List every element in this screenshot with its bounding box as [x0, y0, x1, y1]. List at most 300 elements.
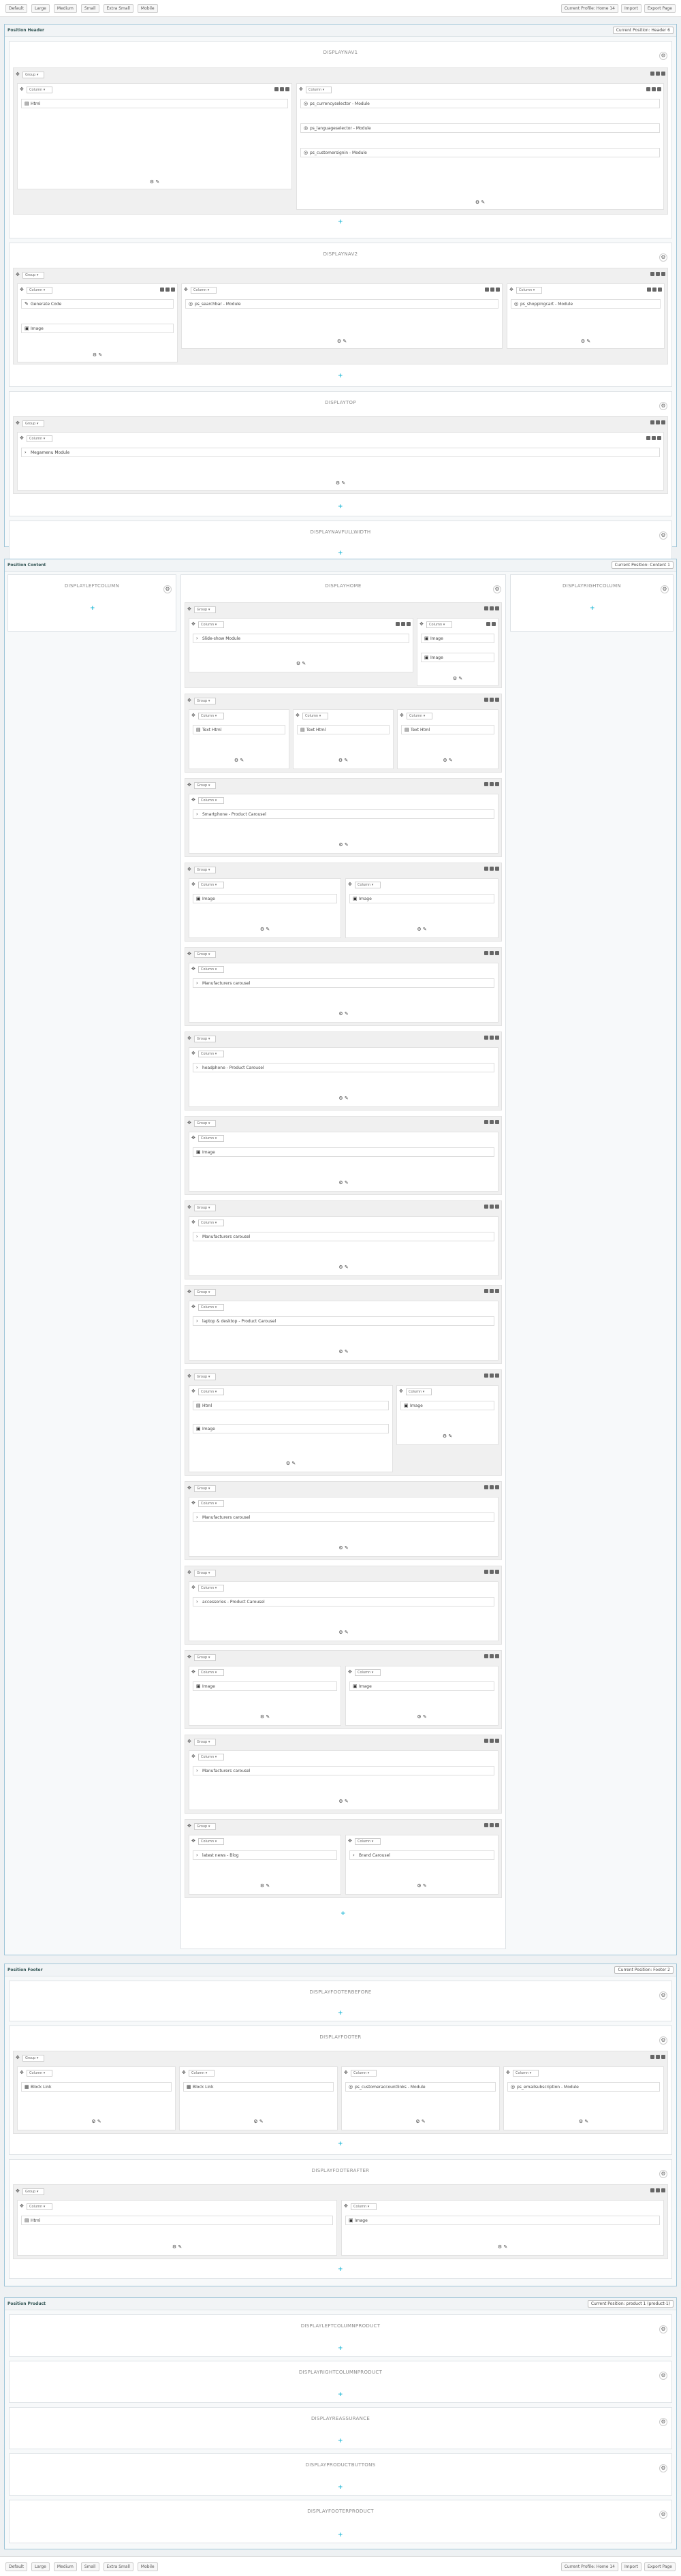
device-default-button[interactable]: Default — [5, 2562, 27, 2571]
move-icon[interactable]: ✥ — [16, 420, 20, 426]
profile-button[interactable]: Current Profile: Home 14 — [561, 2562, 618, 2571]
move-icon[interactable]: ✥ — [191, 1388, 195, 1394]
edit-icon[interactable] — [490, 288, 494, 292]
module-item[interactable]: ▣ Image — [193, 1147, 494, 1157]
move-icon[interactable]: ✥ — [348, 882, 352, 887]
plus-icon[interactable] — [650, 2188, 654, 2192]
edit-icon[interactable] — [656, 272, 660, 276]
gear-icon[interactable] — [495, 1485, 499, 1489]
module-item[interactable]: › Manufacturers carousel — [193, 978, 494, 988]
gear-icon[interactable] — [495, 782, 499, 786]
move-icon[interactable]: ✥ — [348, 1838, 352, 1844]
move-icon[interactable]: ✥ — [182, 2070, 186, 2075]
module-item[interactable]: ▣ Image — [193, 1424, 389, 1433]
move-icon[interactable]: ✥ — [348, 1669, 352, 1675]
move-icon[interactable]: ✥ — [20, 2203, 24, 2209]
move-icon[interactable]: ✥ — [187, 782, 191, 788]
move-icon[interactable]: ✥ — [187, 1739, 191, 1744]
column-footer-tools[interactable]: ⚙ ✎ — [338, 1096, 349, 1101]
edit-icon[interactable] — [490, 1289, 494, 1293]
gear-icon[interactable] — [495, 951, 499, 955]
edit-icon[interactable] — [490, 1374, 494, 1378]
module-item[interactable]: ◎ ps_customeraccountlinks - Module — [345, 2082, 496, 2092]
column-dropdown[interactable]: Column ▾ — [426, 621, 452, 628]
gear-icon[interactable]: ⚙ — [659, 2170, 667, 2178]
column-dropdown[interactable]: Column ▾ — [198, 713, 224, 719]
column-footer-tools[interactable]: ⚙ ✎ — [149, 179, 160, 185]
column-footer-tools[interactable]: ⚙ ✎ — [338, 1630, 349, 1635]
group-dropdown[interactable]: Group ▾ — [194, 782, 216, 789]
module-item[interactable]: ▤ Html — [193, 1401, 389, 1410]
gear-icon[interactable] — [496, 288, 500, 292]
column-footer-tools[interactable]: ⚙ ✎ — [580, 339, 591, 344]
column-footer-tools[interactable]: ⚙ ✎ — [259, 927, 270, 932]
plus-icon[interactable] — [646, 87, 650, 91]
column-footer-tools[interactable]: ⚙ ✎ — [417, 1714, 427, 1720]
column-dropdown[interactable]: Column ▾ — [355, 882, 381, 888]
column-dropdown[interactable]: Column ▾ — [198, 1220, 224, 1226]
plus-icon[interactable] — [484, 1485, 488, 1489]
column-dropdown[interactable]: Column ▾ — [198, 1754, 224, 1760]
column-dropdown[interactable]: Column ▾ — [351, 2070, 377, 2077]
gear-icon[interactable] — [495, 606, 499, 610]
move-icon[interactable]: ✥ — [191, 1669, 195, 1675]
add-group-icon[interactable]: + — [338, 2532, 343, 2539]
plus-icon[interactable] — [484, 698, 488, 702]
move-icon[interactable]: ✥ — [187, 1205, 191, 1210]
gear-icon[interactable]: ⚙ — [659, 2511, 667, 2519]
plus-icon[interactable] — [485, 288, 489, 292]
move-icon[interactable]: ✥ — [187, 1570, 191, 1575]
column-dropdown[interactable]: Column ▾ — [27, 2203, 52, 2210]
gear-icon[interactable] — [661, 72, 665, 76]
gear-icon[interactable] — [171, 288, 175, 292]
edit-icon[interactable] — [490, 606, 494, 610]
column-footer-tools[interactable]: ⚙ ✎ — [335, 480, 346, 486]
column-footer-tools[interactable]: ⚙ ✎ — [338, 1799, 349, 1804]
group-dropdown[interactable]: Group ▾ — [194, 1823, 216, 1830]
edit-icon[interactable] — [165, 288, 170, 292]
group-dropdown[interactable]: Group ▾ — [194, 1485, 216, 1492]
gear-icon[interactable] — [495, 1570, 499, 1574]
add-group-icon[interactable]: + — [338, 2266, 343, 2273]
add-group-icon[interactable]: + — [338, 2141, 343, 2147]
move-icon[interactable]: ✥ — [184, 287, 188, 292]
column-dropdown[interactable]: Column ▾ — [302, 713, 328, 719]
move-icon[interactable]: ✥ — [399, 1388, 403, 1394]
module-item[interactable]: › Manufacturers carousel — [193, 1766, 494, 1775]
gear-icon[interactable] — [495, 1374, 499, 1378]
move-icon[interactable]: ✥ — [20, 435, 24, 441]
column-footer-tools[interactable]: ⚙ ✎ — [442, 1433, 453, 1439]
gear-icon[interactable] — [495, 1823, 499, 1827]
column-dropdown[interactable]: Column ▾ — [198, 882, 224, 888]
move-icon[interactable]: ✥ — [506, 2070, 510, 2075]
plus-icon[interactable] — [647, 288, 651, 292]
column-footer-tools[interactable]: ⚙ ✎ — [338, 1349, 349, 1354]
plus-icon[interactable] — [484, 951, 488, 955]
module-item[interactable]: ▣ Image — [193, 1681, 337, 1691]
move-icon[interactable]: ✥ — [16, 2055, 20, 2060]
device-extra-small-button[interactable]: Extra Small — [104, 4, 133, 13]
move-icon[interactable]: ✥ — [16, 2188, 20, 2194]
group-dropdown[interactable]: Group ▾ — [194, 1289, 216, 1296]
gear-icon[interactable]: ⚙ — [659, 402, 667, 410]
edit-icon[interactable] — [492, 622, 496, 626]
add-group-icon[interactable]: + — [590, 605, 595, 612]
edit-icon[interactable] — [656, 72, 660, 76]
move-icon[interactable]: ✥ — [296, 713, 300, 718]
column-dropdown[interactable]: Column ▾ — [198, 797, 224, 804]
module-item[interactable]: ▣ Image — [193, 894, 337, 903]
edit-icon[interactable] — [656, 2188, 660, 2192]
edit-icon[interactable] — [490, 1823, 494, 1827]
group-dropdown[interactable]: Group ▾ — [194, 1739, 216, 1745]
module-item[interactable]: › latest news - Blog — [193, 1850, 337, 1860]
gear-icon[interactable] — [495, 1120, 499, 1124]
module-item[interactable]: ▣ Image — [421, 653, 494, 662]
move-icon[interactable]: ✥ — [191, 797, 195, 803]
device-small-button[interactable]: Small — [81, 4, 99, 13]
group-dropdown[interactable]: Group ▾ — [22, 272, 44, 279]
module-item[interactable]: › Brand Carousel — [349, 1850, 494, 1860]
gear-icon[interactable]: ⚙ — [659, 253, 667, 262]
column-dropdown[interactable]: Column ▾ — [27, 2070, 52, 2077]
add-group-icon[interactable]: + — [338, 219, 343, 226]
move-icon[interactable]: ✥ — [299, 87, 303, 92]
column-footer-tools[interactable]: ⚙ ✎ — [417, 1883, 427, 1889]
module-item[interactable]: ✎ Generate Code — [21, 299, 174, 309]
column-footer-tools[interactable]: ⚙ ✎ — [338, 758, 349, 763]
group-dropdown[interactable]: Group ▾ — [194, 1036, 216, 1042]
column-dropdown[interactable]: Column ▾ — [198, 1388, 224, 1395]
add-group-icon[interactable]: + — [338, 373, 343, 379]
move-icon[interactable]: ✥ — [187, 1036, 191, 1041]
column-footer-tools[interactable]: ⚙ ✎ — [452, 676, 463, 681]
module-item[interactable]: ▤ Html — [21, 99, 288, 108]
group-dropdown[interactable]: Group ▾ — [194, 1205, 216, 1211]
gear-icon[interactable]: ⚙ — [659, 52, 667, 60]
move-icon[interactable]: ✥ — [187, 1289, 191, 1294]
gear-icon[interactable] — [661, 272, 665, 276]
move-icon[interactable]: ✥ — [187, 1485, 191, 1491]
column-dropdown[interactable]: Column ▾ — [351, 2203, 377, 2210]
plus-icon[interactable] — [484, 606, 488, 610]
edit-icon[interactable] — [490, 951, 494, 955]
column-footer-tools[interactable]: ⚙ ✎ — [172, 2244, 183, 2250]
plus-icon[interactable] — [484, 1289, 488, 1293]
column-dropdown[interactable]: Column ▾ — [198, 1838, 224, 1845]
column-footer-tools[interactable]: ⚙ ✎ — [259, 1714, 270, 1720]
gear-icon[interactable]: ⚙ — [661, 585, 669, 593]
plus-icon[interactable] — [274, 87, 279, 91]
add-group-icon[interactable]: + — [338, 503, 343, 510]
move-icon[interactable]: ✥ — [187, 1823, 191, 1829]
column-footer-tools[interactable]: ⚙ ✎ — [475, 200, 486, 205]
column-footer-tools[interactable]: ⚙ ✎ — [443, 758, 453, 763]
column-dropdown[interactable]: Column ▾ — [516, 287, 542, 294]
move-icon[interactable]: ✥ — [344, 2070, 348, 2075]
column-footer-tools[interactable]: ⚙ ✎ — [497, 2244, 508, 2250]
column-footer-tools[interactable]: ⚙ ✎ — [338, 842, 349, 848]
move-icon[interactable]: ✥ — [187, 1374, 191, 1379]
plus-icon[interactable] — [650, 272, 654, 276]
move-icon[interactable]: ✥ — [191, 621, 195, 627]
gear-icon[interactable] — [407, 622, 411, 626]
column-dropdown[interactable]: Column ▾ — [198, 621, 224, 628]
move-icon[interactable]: ✥ — [191, 1304, 195, 1309]
add-group-icon[interactable]: + — [90, 605, 95, 612]
group-dropdown[interactable]: Group ▾ — [194, 1374, 216, 1380]
gear-icon[interactable] — [285, 87, 289, 91]
move-icon[interactable]: ✥ — [191, 1838, 195, 1844]
column-footer-tools[interactable]: ⚙ ✎ — [338, 1180, 349, 1185]
plus-icon[interactable] — [484, 1654, 488, 1658]
column-footer-tools[interactable]: ⚙ ✎ — [578, 2119, 589, 2124]
module-item[interactable]: ▤ Html — [21, 2216, 333, 2225]
column-footer-tools[interactable]: ⚙ ✎ — [338, 1264, 349, 1270]
column-dropdown[interactable]: Column ▾ — [406, 1388, 432, 1395]
module-item[interactable]: › Manufacturers carousel — [193, 1512, 494, 1522]
add-group-icon[interactable]: + — [338, 2345, 343, 2352]
gear-icon[interactable] — [495, 1289, 499, 1293]
group-dropdown[interactable]: Group ▾ — [194, 1654, 216, 1661]
gear-icon[interactable]: ⚙ — [659, 1991, 667, 2000]
group-dropdown[interactable]: Group ▾ — [194, 698, 216, 704]
plus-icon[interactable] — [484, 1739, 488, 1743]
module-item[interactable]: ▣ Image — [345, 2216, 660, 2225]
module-item[interactable]: ◎ ps_searchbar - Module — [185, 299, 498, 309]
group-dropdown[interactable]: Group ▾ — [22, 2055, 44, 2062]
column-dropdown[interactable]: Column ▾ — [306, 87, 332, 93]
device-mobile-button[interactable]: Mobile — [138, 4, 158, 13]
gear-icon[interactable] — [657, 87, 661, 91]
plus-icon[interactable] — [484, 782, 488, 786]
position-product-select[interactable]: Current Position: product 1 (product-1) — [588, 2300, 674, 2308]
gear-icon[interactable] — [661, 2188, 665, 2192]
column-footer-tools[interactable]: ⚙ ✎ — [234, 758, 244, 763]
column-footer-tools[interactable]: ⚙ ✎ — [338, 1011, 349, 1017]
add-group-icon[interactable]: + — [338, 2438, 343, 2445]
move-icon[interactable]: ✥ — [187, 606, 191, 612]
edit-icon[interactable] — [490, 698, 494, 702]
column-footer-tools[interactable]: ⚙ ✎ — [417, 927, 427, 932]
gear-icon[interactable]: ⚙ — [659, 2418, 667, 2426]
module-item[interactable]: ▣ Image — [400, 1401, 494, 1410]
module-item[interactable]: › Megamenu Module — [21, 448, 660, 457]
device-small-button[interactable]: Small — [81, 2562, 99, 2571]
edit-icon[interactable] — [656, 2055, 660, 2059]
move-icon[interactable]: ✥ — [191, 1220, 195, 1225]
edit-icon[interactable] — [490, 1205, 494, 1209]
edit-icon[interactable] — [490, 867, 494, 871]
gear-icon[interactable] — [658, 288, 662, 292]
column-dropdown[interactable]: Column ▾ — [189, 2070, 215, 2077]
module-item[interactable]: › Smartphone - Product Carousel — [193, 809, 494, 819]
group-dropdown[interactable]: Group ▾ — [194, 867, 216, 873]
edit-icon[interactable] — [490, 1739, 494, 1743]
module-item[interactable]: ▦ Block Link — [183, 2082, 334, 2092]
plus-icon[interactable] — [650, 2055, 654, 2059]
group-dropdown[interactable]: Group ▾ — [22, 72, 44, 78]
column-dropdown[interactable]: Column ▾ — [513, 2070, 539, 2077]
add-group-icon[interactable]: + — [338, 550, 343, 557]
module-item[interactable]: ◎ ps_shoppingcart - Module — [511, 299, 661, 309]
module-item[interactable]: ▤ Text Html — [297, 725, 390, 734]
edit-icon[interactable] — [656, 420, 660, 424]
export-button[interactable]: Export Page — [644, 2562, 676, 2571]
edit-icon[interactable] — [652, 288, 656, 292]
module-item[interactable]: ◎ ps_emailsubscription - Module — [507, 2082, 660, 2092]
plus-icon[interactable] — [484, 1374, 488, 1378]
module-item[interactable]: › laptop & desktop - Product Carousel — [193, 1316, 494, 1326]
plus-icon[interactable] — [396, 622, 400, 626]
column-dropdown[interactable]: Column ▾ — [191, 287, 217, 294]
module-item[interactable]: › Slide-show Module — [193, 634, 409, 643]
plus-icon[interactable] — [646, 436, 650, 440]
profile-button[interactable]: Current Profile: Home 14 — [561, 4, 618, 13]
device-mobile-button[interactable]: Mobile — [138, 2562, 158, 2571]
device-medium-button[interactable]: Medium — [54, 4, 77, 13]
column-dropdown[interactable]: Column ▾ — [198, 1135, 224, 1142]
gear-icon[interactable]: ⚙ — [163, 585, 172, 593]
column-dropdown[interactable]: Column ▾ — [198, 1051, 224, 1057]
group-dropdown[interactable]: Group ▾ — [194, 606, 216, 613]
gear-icon[interactable] — [661, 2055, 665, 2059]
column-footer-tools[interactable]: ⚙ ✎ — [336, 339, 347, 344]
column-footer-tools[interactable]: ⚙ ✎ — [296, 661, 306, 666]
column-dropdown[interactable]: Column ▾ — [27, 287, 52, 294]
move-icon[interactable]: ✥ — [187, 951, 191, 957]
position-header-select[interactable]: Current Position: Header 6 — [613, 27, 674, 34]
move-icon[interactable]: ✥ — [191, 882, 195, 887]
device-default-button[interactable]: Default — [5, 4, 27, 13]
device-extra-small-button[interactable]: Extra Small — [104, 2562, 133, 2571]
move-icon[interactable]: ✥ — [191, 1754, 195, 1759]
move-icon[interactable]: ✥ — [400, 713, 404, 718]
gear-icon[interactable]: ⚙ — [659, 2325, 667, 2333]
plus-icon[interactable] — [160, 288, 164, 292]
import-button[interactable]: Import — [621, 2562, 642, 2571]
column-dropdown[interactable]: Column ▾ — [27, 87, 52, 93]
add-group-icon[interactable]: + — [338, 2010, 343, 2017]
column-footer-tools[interactable]: ⚙ ✎ — [338, 1545, 349, 1551]
device-large-button[interactable]: Large — [31, 2562, 50, 2571]
move-icon[interactable]: ✥ — [191, 1585, 195, 1590]
module-item[interactable]: ▤ Text Html — [193, 725, 285, 734]
column-footer-tools[interactable]: ⚙ ✎ — [253, 2119, 264, 2124]
gear-icon[interactable]: ⚙ — [659, 531, 667, 540]
module-item[interactable]: › Manufacturers carousel — [193, 1232, 494, 1241]
module-item[interactable]: ◎ ps_languageselector - Module — [300, 123, 660, 133]
edit-icon[interactable] — [652, 436, 656, 440]
position-footer-select[interactable]: Current Position: Footer 2 — [614, 1966, 674, 1974]
move-icon[interactable]: ✥ — [191, 713, 195, 718]
move-icon[interactable]: ✥ — [20, 87, 24, 92]
edit-icon[interactable] — [401, 622, 405, 626]
move-icon[interactable]: ✥ — [344, 2203, 348, 2209]
gear-icon[interactable] — [661, 420, 665, 424]
column-dropdown[interactable]: Column ▾ — [198, 1585, 224, 1592]
module-item[interactable]: ◎ ps_customersignin - Module — [300, 148, 660, 157]
move-icon[interactable]: ✥ — [187, 698, 191, 703]
group-dropdown[interactable]: Group ▾ — [194, 1120, 216, 1127]
column-dropdown[interactable]: Column ▾ — [198, 1669, 224, 1676]
column-footer-tools[interactable]: ⚙ ✎ — [92, 352, 103, 358]
add-group-icon[interactable]: + — [340, 1910, 346, 1917]
column-footer-tools[interactable]: ⚙ ✎ — [259, 1883, 270, 1889]
plus-icon[interactable] — [484, 1036, 488, 1040]
gear-icon[interactable] — [495, 1654, 499, 1658]
plus-icon[interactable] — [484, 1120, 488, 1124]
import-button[interactable]: Import — [621, 4, 642, 13]
module-item[interactable]: › accessories - Product Carousel — [193, 1597, 494, 1607]
move-icon[interactable]: ✥ — [191, 1500, 195, 1506]
move-icon[interactable]: ✥ — [20, 287, 24, 292]
group-dropdown[interactable]: Group ▾ — [194, 1570, 216, 1577]
group-dropdown[interactable]: Group ▾ — [22, 2188, 44, 2195]
group-dropdown[interactable]: Group ▾ — [22, 420, 44, 427]
module-item[interactable]: ▦ Block Link — [21, 2082, 172, 2092]
move-icon[interactable]: ✥ — [509, 287, 513, 292]
gear-icon[interactable] — [657, 436, 661, 440]
column-dropdown[interactable]: Column ▾ — [198, 966, 224, 973]
group-dropdown[interactable]: Group ▾ — [194, 951, 216, 958]
move-icon[interactable]: ✥ — [191, 1051, 195, 1056]
edit-icon[interactable] — [490, 782, 494, 786]
column-footer-tools[interactable]: ⚙ ✎ — [91, 2119, 101, 2124]
edit-icon[interactable] — [490, 1654, 494, 1658]
column-footer-tools[interactable]: ⚙ ✎ — [285, 1461, 296, 1466]
move-icon[interactable]: ✥ — [191, 1135, 195, 1140]
move-icon[interactable]: ✥ — [187, 867, 191, 872]
column-dropdown[interactable]: Column ▾ — [198, 1500, 224, 1507]
add-group-icon[interactable]: + — [338, 2391, 343, 2398]
gear-icon[interactable] — [495, 1739, 499, 1743]
plus-icon[interactable] — [484, 1570, 488, 1574]
move-icon[interactable]: ✥ — [187, 1120, 191, 1126]
gear-icon[interactable] — [495, 698, 499, 702]
move-icon[interactable]: ✥ — [191, 966, 195, 972]
edit-icon[interactable] — [490, 1485, 494, 1489]
device-large-button[interactable]: Large — [31, 4, 50, 13]
gear-icon[interactable] — [495, 1205, 499, 1209]
column-dropdown[interactable]: Column ▾ — [355, 1838, 381, 1845]
move-icon[interactable]: ✥ — [16, 272, 20, 277]
column-footer-tools[interactable]: ⚙ ✎ — [415, 2119, 426, 2124]
move-icon[interactable]: ✥ — [419, 621, 424, 627]
gear-icon[interactable]: ⚙ — [659, 2036, 667, 2045]
column-dropdown[interactable]: Column ▾ — [407, 713, 432, 719]
edit-icon[interactable] — [490, 1036, 494, 1040]
module-item[interactable]: ▣ Image — [21, 324, 174, 333]
gear-icon[interactable] — [495, 867, 499, 871]
plus-icon[interactable] — [650, 72, 654, 76]
export-button[interactable]: Export Page — [644, 4, 676, 13]
column-dropdown[interactable]: Column ▾ — [198, 1304, 224, 1311]
edit-icon[interactable] — [490, 1570, 494, 1574]
move-icon[interactable]: ✥ — [20, 2070, 24, 2075]
module-item[interactable]: ▣ Image — [349, 1681, 494, 1691]
edit-icon[interactable] — [280, 87, 284, 91]
module-item[interactable]: ▣ Image — [349, 894, 494, 903]
plus-icon[interactable] — [484, 1205, 488, 1209]
plus-icon[interactable] — [486, 622, 490, 626]
edit-icon[interactable] — [652, 87, 656, 91]
gear-icon[interactable]: ⚙ — [659, 2464, 667, 2472]
move-icon[interactable]: ✥ — [187, 1654, 191, 1660]
module-item[interactable]: ◎ ps_currencyselector - Module — [300, 99, 660, 108]
